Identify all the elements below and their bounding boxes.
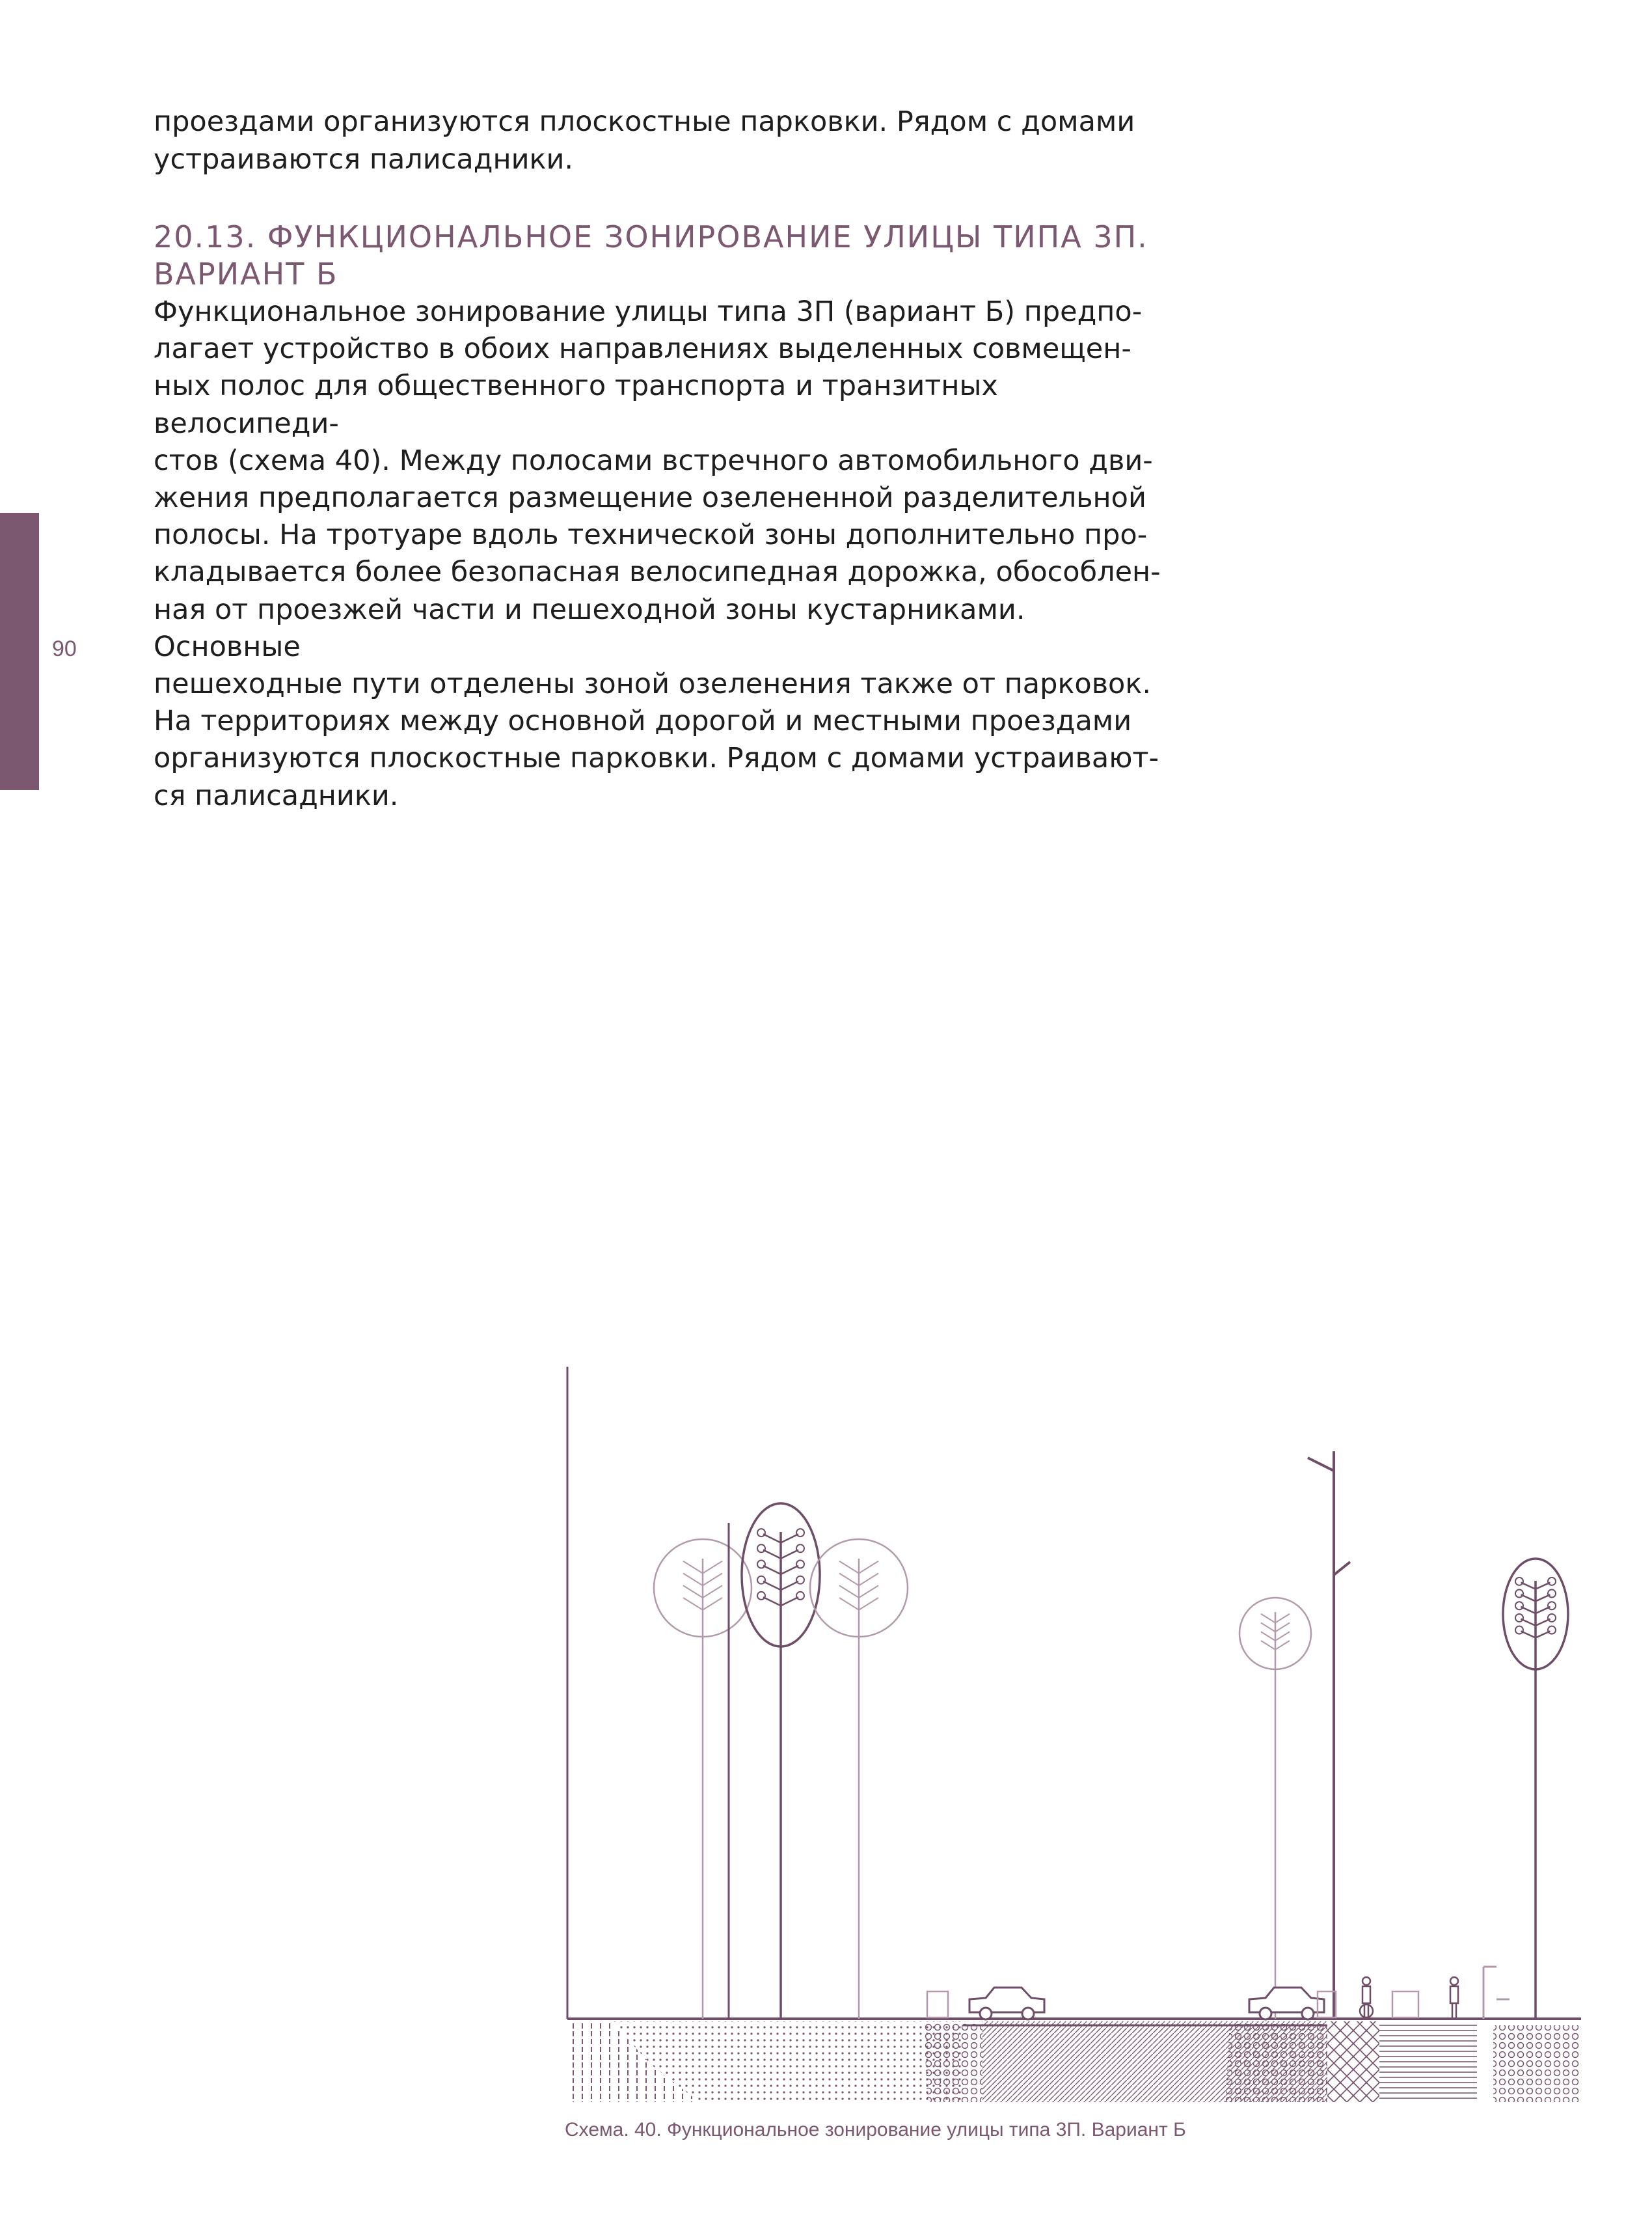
tree-light-1-branch-l3	[683, 1598, 703, 1610]
tree-light-1-branch-l0	[683, 1561, 703, 1574]
tree-light-1-branch-l1	[683, 1574, 703, 1586]
pedestrian-head	[1450, 1977, 1458, 1985]
tree-dark-1-leaf-r3	[796, 1576, 804, 1584]
tree-light-2-branch-r2	[859, 1585, 878, 1598]
tree-dark-1-leaf-r1	[796, 1544, 804, 1552]
tree-light-2-branch-l0	[839, 1561, 859, 1574]
tree-light-2-branch-r3	[859, 1598, 878, 1610]
side-tab	[0, 513, 39, 790]
tree-dark-1-leaf-l3	[757, 1576, 765, 1584]
tree-dark-2-leaf-r4	[1548, 1626, 1556, 1634]
section-heading: 20.13. ФУНКЦИОНАЛЬНОЕ ЗОНИРОВАНИЕ УЛИЦЫ ТИПА 3П. ВАРИАНТ Б	[154, 219, 1148, 292]
zone-strip	[976, 2021, 982, 2102]
page-number: 90	[52, 636, 77, 661]
tree-dark-1-branch-l4	[763, 1597, 781, 1606]
tree-light-1-branch-l2	[683, 1585, 703, 1598]
tree-light-2-branch-r1	[859, 1574, 878, 1586]
bicycle-wheel	[1360, 2004, 1373, 2017]
tree-dark-2-leaf-r0	[1548, 1578, 1556, 1585]
cyclist-head	[1362, 1977, 1370, 1985]
tree-light-1-branch-r2	[703, 1585, 722, 1598]
tree-dark-1-branch-r2	[781, 1566, 798, 1574]
tree-dark-2-leaf-r2	[1548, 1602, 1556, 1609]
zone-bike-path	[1327, 2021, 1379, 2102]
bin-left	[927, 1991, 948, 2017]
intro-paragraph: проездами организуются плоскостные парковки. Рядом с домами устраиваются палисадники.	[154, 105, 1135, 176]
tree-dark-2-leaf-r1	[1548, 1590, 1556, 1598]
tree-light-1-branch-r1	[703, 1574, 722, 1586]
pedestrian-body	[1450, 1986, 1458, 2003]
tree-dark-1-leaf-l4	[757, 1592, 765, 1600]
zone-pedestrian	[1379, 2021, 1477, 2102]
tree-light-3-branch-r3	[1275, 1641, 1290, 1650]
tree-dark-1-branch-l1	[763, 1550, 781, 1559]
tree-dark-1-branch-l2	[763, 1566, 781, 1574]
car-road	[1249, 1988, 1324, 2012]
tree-light-2-branch-r0	[859, 1561, 878, 1574]
car-parking-wheel-rear	[1022, 2008, 1034, 2019]
tree-light-2-branch-l1	[839, 1574, 859, 1586]
car-road-wheel-front	[1260, 2008, 1271, 2019]
car-parking	[969, 1988, 1044, 2012]
tree-dark-1-branch-l3	[763, 1581, 781, 1590]
tree-light-2-branch-l2	[839, 1585, 859, 1598]
tree-dark-1-leaf-r2	[796, 1561, 804, 1568]
tree-light-3-branch-r2	[1275, 1632, 1290, 1641]
tree-light-3-branch-r0	[1275, 1614, 1290, 1623]
tree-dark-1-branch-l0	[763, 1534, 781, 1542]
cyclist-body	[1362, 1986, 1370, 2003]
tree-light-1-branch-r0	[703, 1561, 722, 1574]
section-body: Функциональное зонирование улицы типа 3П (вариант Б) предпо- лагает устройство в обоих направлениях выделенных совмещен- ных полос для общественного транспорта и транзитных велосипеди- стов (схема 40). Между полосами встречного автомобильного дви- жения предполагается размещение озелененной разделительной полосы. На тротуаре вдоль технической зоны дополнительно про- кладывается более безопасная велосипедная дорожка, обособлен- ная от проезжей части и пешеходной зоны кустарниками. Основные пешеходные пути отделены зоной озеленения также от парковок. На территориях между основной дорогой и местными проездами организуются плоскостные парковки. Рядом с домами устраивают- ся палисадники.	[154, 295, 1161, 812]
tree-dark-2-leaf-l0	[1515, 1578, 1523, 1585]
tree-dark-2-leaf-l2	[1515, 1602, 1523, 1609]
bench	[1392, 1991, 1418, 2017]
tree-light-2-branch-l3	[839, 1598, 859, 1610]
tree-dark-2-leaf-l3	[1515, 1614, 1523, 1622]
zone-green-top	[1493, 2025, 1581, 2102]
tree-dark-2-leaf-l1	[1515, 1590, 1523, 1598]
lamp-arm-right	[1334, 1562, 1350, 1575]
lamp-arm-left	[1308, 1458, 1334, 1471]
tree-dark-1-branch-r4	[781, 1597, 798, 1606]
car-road-wheel-rear	[1302, 2008, 1314, 2019]
tree-light-3-branch-r1	[1275, 1623, 1290, 1632]
tree-dark-1-branch-r3	[781, 1581, 798, 1590]
tree-dark-1-leaf-l1	[757, 1544, 765, 1552]
tree-dark-1-leaf-l2	[757, 1561, 765, 1568]
tree-light-3-branch-l3	[1261, 1641, 1275, 1650]
tree-light-1-branch-r3	[703, 1598, 722, 1610]
street-section-diagram	[560, 1367, 1588, 2102]
tree-light-3-branch-l0	[1261, 1614, 1275, 1623]
zone-parking-green	[924, 2021, 976, 2102]
tree-dark-1-branch-r0	[781, 1534, 798, 1542]
tree-dark-1-leaf-r4	[796, 1592, 804, 1600]
diagram-caption: Схема. 40. Функциональное зонирование улицы типа 3П. Вариант Б	[565, 2119, 1186, 2140]
tree-dark-1-branch-r1	[781, 1550, 798, 1559]
tree-dark-2-leaf-l4	[1515, 1626, 1523, 1634]
car-parking-wheel-front	[980, 2008, 992, 2019]
tree-light-3-branch-l2	[1261, 1632, 1275, 1641]
tree-dark-2-leaf-r3	[1548, 1614, 1556, 1622]
tree-light-3-branch-l1	[1261, 1623, 1275, 1632]
tree-dark-1-leaf-l0	[757, 1529, 765, 1537]
zone-median	[1223, 2021, 1327, 2102]
tree-dark-1-leaf-r0	[796, 1529, 804, 1537]
